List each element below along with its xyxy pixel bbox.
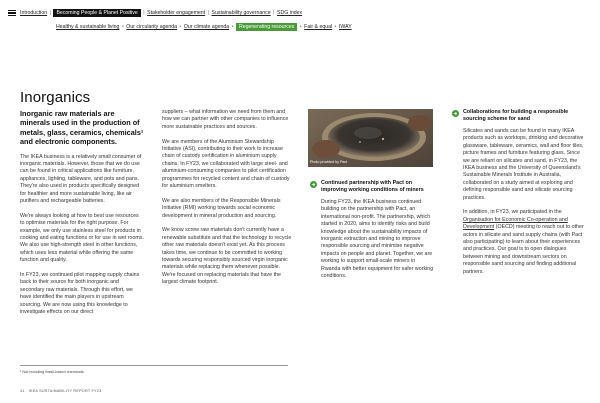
menu-icon[interactable] bbox=[8, 10, 16, 16]
sand-collaboration-box bbox=[452, 109, 586, 276]
nav-separator: • bbox=[179, 24, 182, 30]
primary-nav bbox=[8, 8, 302, 18]
box-heading-text: Collaborations for building a responsible sourcing scheme for sand bbox=[463, 109, 569, 122]
secondary-nav bbox=[56, 22, 352, 32]
body-paragraph: The IKEA business is a relatively small consumer of inorganic materials. However, those that we do use can be found in critical applications like furniture, appliances, lighting, tableware, and pots and pans. They're also used in products specifically designed for healthier and more sustainable living, like air purifiers and rechargeable batteries. bbox=[20, 153, 142, 205]
subnav-link-fair-and-equal[interactable]: Fair & equal bbox=[304, 24, 333, 30]
nav-link-introduction[interactable]: Introduction bbox=[20, 10, 48, 16]
body-paragraph: We're always looking at how to best use resources to optimise materials for the right purpose. For example, we only use stainless steel for products in cooking and eating functions or for use in wet rooms. We also use high-strength steel in other functions, which uses less material while offering the same function and quality. bbox=[20, 212, 144, 264]
nav-separator: | bbox=[207, 10, 209, 16]
body-paragraph: In FY23, we continued pilot mapping supply chains back to their source for both inorganic and secondary raw materials. Through this effort, we have identified the main players in upstream sourcing. We are now using this knowledge to investigate effects on our direct bbox=[20, 272, 140, 316]
subnav-link-regenerating-resources[interactable]: Regenerating resources bbox=[236, 23, 297, 31]
body-paragraph: We are also members of the Responsible Minerals Initiative (RMI) working towards social economic development in mineral production and sourcing. bbox=[162, 197, 281, 219]
box-heading bbox=[452, 109, 586, 123]
footnote: ¹ Not including fossil-based chemicals. bbox=[20, 370, 85, 374]
page-title: Inorganics bbox=[20, 89, 91, 106]
body-paragraph: suppliers – what information we need from them and how we can partner with other companies to influence more sustainable practices and sources. bbox=[162, 109, 289, 130]
subnav-link-iway[interactable]: IWAY bbox=[338, 24, 352, 30]
nav-link-sustainability-governance[interactable]: Sustainability governance bbox=[211, 10, 271, 16]
nav-separator: • bbox=[231, 24, 234, 30]
column-memberships bbox=[162, 109, 292, 294]
nav-link-becoming-people-and-planet-positive[interactable]: Becoming People & Planet Positive bbox=[53, 9, 140, 17]
subnav-link-our-circularity-agenda[interactable]: Our circularity agenda bbox=[126, 24, 178, 30]
oecd-link[interactable]: Organisation for Economic Co-operation and Development bbox=[463, 216, 568, 231]
page-footer: 41 · IKEA SUSTAINABILITY REPORT FY23 bbox=[20, 389, 102, 393]
box-heading-text: Continued partnership with Pact on improving working conditions of miners bbox=[321, 180, 424, 193]
nav-separator: • bbox=[334, 24, 337, 30]
footnote-divider bbox=[20, 365, 288, 366]
photo-caption: Photo provided by Pact bbox=[310, 160, 348, 164]
lead-paragraph: Inorganic raw materials are minerals used in the production of metals, glass, ceramics, chemicals¹ and electronic components. bbox=[20, 109, 144, 146]
column-intro bbox=[20, 109, 144, 324]
box-heading bbox=[310, 180, 436, 194]
box-body: In addition, in FY23, we participated in the Organisation for Economic Co-operation and Development (OECD) meeting to reach out to other actors in silicate and sand supply chains (with Pact also participating) to learn about their experiences and practices. Our goal is to open dialogues between mining and downstream sectors on responsible sand sourcing and finding additional partners. bbox=[463, 209, 584, 275]
box-body: During FY23, the IKEA business continued building on the partnership with Pact, an international non-profit. The partnership, which started in 2020, aims to identify risks and build knowledge about the sustainability impacts of inorganic extraction and mining to improve responsible sourcing and minimise negative impacts on people and planet. Together, we are working to support small-scale miners in Rwanda with better equipment for safer working conditions. bbox=[321, 199, 434, 280]
subnav-link-our-climate-agenda[interactable]: Our climate agenda bbox=[183, 24, 230, 30]
box-body: Silicates and sands can be found in many IKEA products such as worktops, drinking and decorative glassware, tableware, ceramics, wall and floor tiles, picture frames and furniture featuring glass. Since we are reliant on silicates and sand, in FY23, the IKEA business and the University of Queensland's Sustainable Minerals Institute in Australia, collaborated on a study aimed at exploring and defining responsible sand and silicate sourcing practices. bbox=[463, 128, 584, 201]
pact-partnership-box bbox=[310, 180, 436, 280]
body-paragraph: We know screw raw materials don't currently have a renewable substitute and that the technology to recycle other raw materials doesn't exist yet. As this process takes time, we continue to be committed to working towards securing responsibly sourced virgin inorganic materials while replacing them whenever possible. We're focused on replacing materials that have the largest climate footprint. bbox=[162, 227, 292, 286]
nav-separator: | bbox=[143, 10, 145, 16]
arrow-right-icon bbox=[310, 181, 317, 188]
nav-separator: • bbox=[299, 24, 302, 30]
mining-photo bbox=[308, 109, 433, 167]
nav-separator: | bbox=[273, 10, 275, 16]
nav-link-stakeholder-engagement[interactable]: Stakeholder engagement bbox=[147, 10, 206, 16]
nav-separator: • bbox=[121, 24, 124, 30]
body-paragraph: We are members of the Aluminium Stewardship Initiative (ASI), contributing to their work to increase chain of custody certification in aluminium supply chains. In FY23, we collaborated with large steel- and aluminium-consuming companies to pilot certification programmes for recycled content and chain of custody for aluminium smelters. bbox=[162, 138, 290, 190]
nav-separator: | bbox=[49, 10, 51, 16]
nav-link-sdg-index[interactable]: SDG index bbox=[276, 10, 303, 16]
subnav-link-healthy-and-sustainable-living[interactable]: Healthy & sustainable living bbox=[56, 24, 120, 30]
arrow-right-icon bbox=[452, 110, 459, 117]
